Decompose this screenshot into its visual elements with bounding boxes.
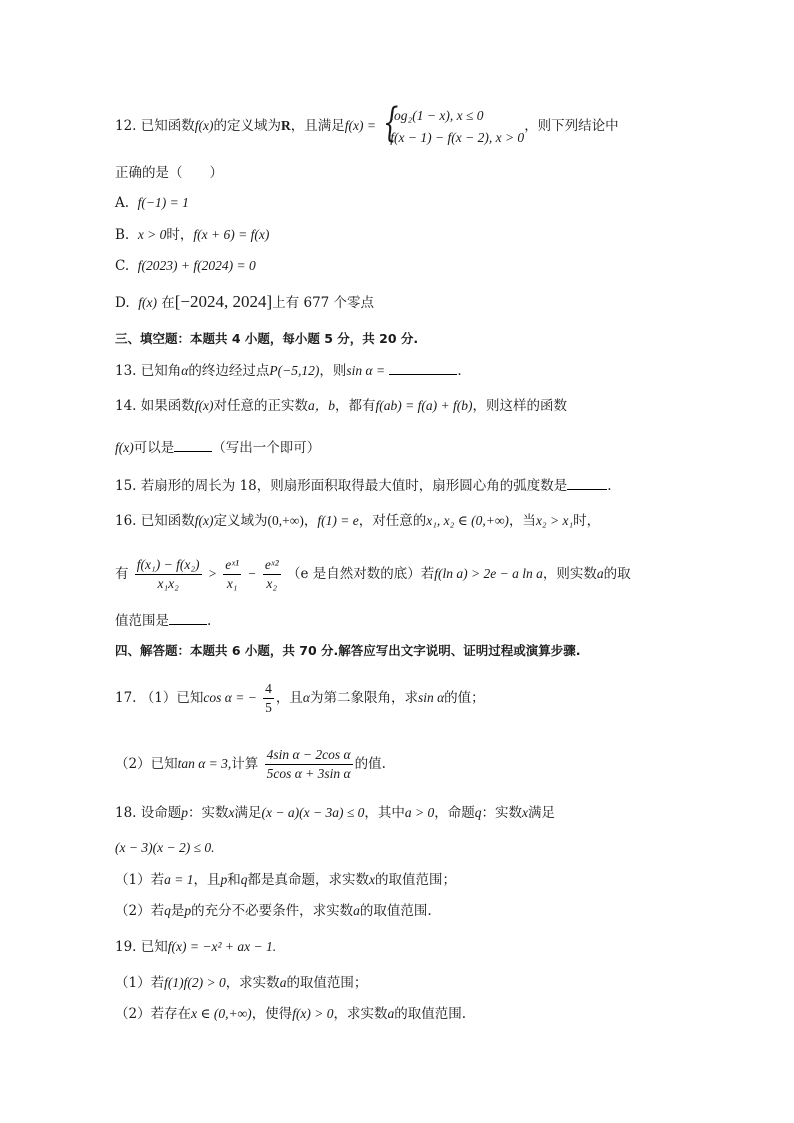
- q16-line1: 16. 已知函数f(x)定义域为(0,+∞)，f(1) = e，对任意的x₁, x₂ ∈ (0,+∞)，当x₂ > x₁时，: [115, 513, 601, 529]
- q12-line1: 12. 已知函数f(x)的定义域为R，且满足f(x) = { log₂(1 − x), x ≤ 0 f(x − 1) − f(x − 2), x > 0 ，则下列结论中: [115, 104, 619, 148]
- q13: 13. 已知角α的终边经过点P(−5,12)，则sin α = .: [115, 360, 462, 381]
- answer-blank-14[interactable]: [174, 437, 212, 452]
- q17-part1: 17. （1）已知cos α = − $\frac{4}{5}$ ，且α为第二象限角，求sin α的值；: [115, 681, 485, 715]
- answer-blank-16[interactable]: [169, 610, 207, 625]
- q16-line3: 值范围是 .: [115, 610, 211, 631]
- q12-option-a: A. f(−1) = 1: [115, 195, 189, 211]
- fraction-difference: $\frac{\text{f(x₁) − f(x₂)}}{\text{x₁x₂}}$: [136, 557, 200, 591]
- q18-sub1: （1）若a = 1，且p和q都是真命题，求实数x的取值范围；: [115, 872, 456, 888]
- q12-option-b: B. x > 0时，f(x + 6) = f(x): [115, 227, 270, 243]
- q15: 15. 若扇形的周长为 18，则扇形面积取得最大值时，扇形圆心角的弧度数是 .: [115, 475, 612, 496]
- answer-blank-15[interactable]: [567, 475, 607, 490]
- q16-line2: 有 $\frac{\text{f(x₁) − f(x₂)}}{\text{x₁x₂}}$ > $\frac{\text{eˣ¹}}{\text{x₁}}$ − $\frac{\text{eˣ²}}{\text{x₂}}$ （e 是自然对数的底）若f(ln a) > 2e − a ln a，则实数a的取: [115, 557, 631, 591]
- q19-line1: 19. 已知f(x) = −x² + ax − 1.: [115, 939, 277, 955]
- q18-line1: 18. 设命题p：实数x满足(x − a)(x − 3a) ≤ 0，其中a > 0，命题q：实数x满足: [115, 805, 556, 821]
- q19-sub2: （2）若存在x ∈ (0,+∞)，使得f(x) > 0，求实数a的取值范围.: [115, 1006, 467, 1022]
- section-4-heading: 四、解答题：本题共 6 小题，共 70 分.解答应写出文字说明、证明过程或演算步骤.: [115, 643, 581, 658]
- q17-part2: （2）已知tan α = 3,计算 $\frac{\text{4sin α − 2cos α}}{\text{5cos α + 3sin α}}$ 的值.: [115, 747, 386, 781]
- answer-blank-13[interactable]: [389, 360, 457, 375]
- q12-line2: 正确的是（ ）: [115, 165, 223, 181]
- q12-option-d: D. f(x) 在[−2024, 2024]上有 677 个零点: [115, 292, 375, 311]
- left-brace: {: [383, 99, 399, 146]
- piecewise-definition: { log₂(1 − x), x ≤ 0 f(x − 1) − f(x − 2), x > 0: [383, 99, 525, 146]
- fraction-e-x1: $\frac{\text{eˣ¹}}{\text{x₁}}$: [225, 557, 240, 591]
- q18-line2: (x − 3)(x − 2) ≤ 0.: [115, 840, 215, 855]
- q12-number: 12.: [115, 118, 137, 134]
- q18-sub2: （2）若q是p的充分不必要条件，求实数a的取值范围.: [115, 903, 432, 919]
- q19-sub1: （1）若f(1)f(2) > 0，求实数a的取值范围；: [115, 975, 368, 991]
- q14-line2: f(x)可以是 （写出一个即可）: [115, 437, 320, 458]
- fraction-e-x2: $\frac{\text{eˣ²}}{\text{x₂}}$: [264, 557, 279, 591]
- fraction-trig: $\frac{\text{4sin α − 2cos α}}{\text{5cos α + 3sin α}}$: [266, 747, 351, 781]
- section-3-heading: 三、填空题：本题共 4 小题，每小题 5 分，共 20 分.: [115, 331, 419, 346]
- fraction-4-5: $\frac{4}{5}$: [265, 681, 272, 715]
- q14-line1: 14. 如果函数f(x)对任意的正实数a，b，都有f(ab) = f(a) + f(b)，则这样的函数: [115, 398, 567, 414]
- q12-option-c: C. f(2023) + f(2024) = 0: [115, 258, 256, 274]
